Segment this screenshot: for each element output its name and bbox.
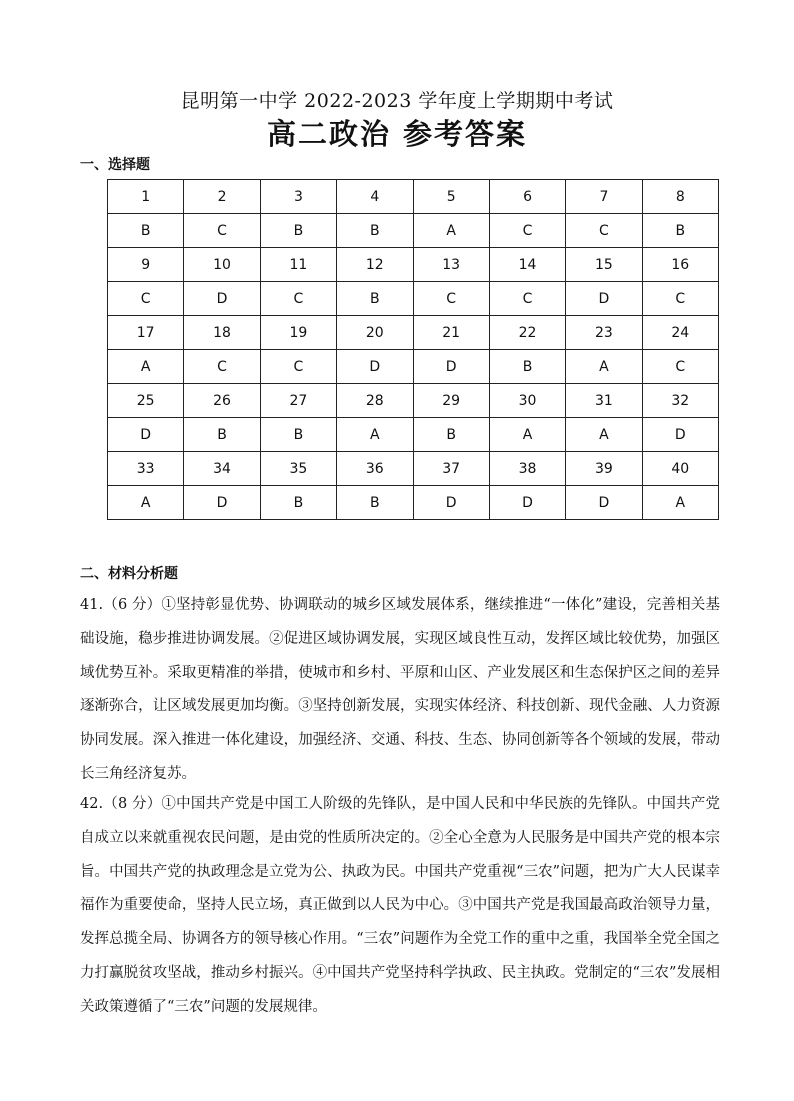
answer-cell: D xyxy=(184,282,260,316)
question-number-cell: 5 xyxy=(413,180,489,214)
question-number-cell: 33 xyxy=(108,452,184,486)
question-number-cell: 1 xyxy=(108,180,184,214)
question-number-cell: 15 xyxy=(566,248,642,282)
question-number-cell: 19 xyxy=(260,316,336,350)
answer-cell: B xyxy=(260,214,336,248)
answer-cell: C xyxy=(413,282,489,316)
question-number-cell: 30 xyxy=(489,384,565,418)
question-number-cell: 23 xyxy=(566,316,642,350)
answer-cell: B xyxy=(642,214,718,248)
answer-cell: C xyxy=(108,282,184,316)
question-number-cell: 35 xyxy=(260,452,336,486)
answer-cell: C xyxy=(566,214,642,248)
answer-cell: C xyxy=(184,350,260,384)
answer-cell: D xyxy=(108,418,184,452)
question-number-cell: 6 xyxy=(489,180,565,214)
answer-cell: B xyxy=(260,418,336,452)
answer-cell: C xyxy=(642,282,718,316)
question-number-cell: 18 xyxy=(184,316,260,350)
answer-row xyxy=(108,282,719,316)
question-number-cell: 26 xyxy=(184,384,260,418)
section-heading-choice: 一、选择题 xyxy=(80,157,150,173)
answer-cell: C xyxy=(489,282,565,316)
answer-cell: B xyxy=(337,486,413,520)
answer-row xyxy=(108,486,719,520)
question-number-cell: 31 xyxy=(566,384,642,418)
answer-cell: B xyxy=(184,418,260,452)
question-number-row xyxy=(108,248,719,282)
question-42-answer: 42.（8 分）①中国共产党是中国工人阶级的先锋队，是中国人民和中华民族的先锋队。中国共产党自成立以来就重视农民问题，是由党的性质所决定的。②全心全意为人民服务是中国共产党的根本宗旨。中国共产党的执政理念是立党为公、执政为民。中国共产党重视“三农”问题，把为广大人民谋幸福作为重要使命，坚持人民立场，真正做到以人民为中心。③中国共产党是我国最高政治领导力量，发挥总揽全局、协调各方的领导核心作用。“三农”问题作为全党工作的重中之重，我国举全党全国之力打赢脱贫攻坚战，推动乡村振兴。④中国共产党坚持科学执政、民主执政。党制定的“三农”发展相关政策遵循了“三农”问题的发展规律。 xyxy=(80,796,720,1015)
question-number-cell: 10 xyxy=(184,248,260,282)
question-number-cell: 7 xyxy=(566,180,642,214)
answer-cell: A xyxy=(489,418,565,452)
question-number-cell: 22 xyxy=(489,316,565,350)
question-number-row xyxy=(108,452,719,486)
question-number-row xyxy=(108,316,719,350)
question-number-cell: 12 xyxy=(337,248,413,282)
question-number-cell: 34 xyxy=(184,452,260,486)
question-number-cell: 27 xyxy=(260,384,336,418)
answer-cell: D xyxy=(566,486,642,520)
question-number-cell: 8 xyxy=(642,180,718,214)
question-number-cell: 20 xyxy=(337,316,413,350)
answer-cell: A xyxy=(108,486,184,520)
answer-table xyxy=(107,179,719,520)
question-number-cell: 29 xyxy=(413,384,489,418)
answer-cell: A xyxy=(337,418,413,452)
question-number-cell: 24 xyxy=(642,316,718,350)
section-heading-material: 二、材料分析题 xyxy=(80,566,178,582)
answer-row xyxy=(108,418,719,452)
answer-cell: B xyxy=(108,214,184,248)
answer-cell: A xyxy=(413,214,489,248)
answer-cell: B xyxy=(260,486,336,520)
answer-cell: C xyxy=(489,214,565,248)
question-number-cell: 25 xyxy=(108,384,184,418)
answer-cell: D xyxy=(566,282,642,316)
question-number-cell: 39 xyxy=(566,452,642,486)
question-number-cell: 17 xyxy=(108,316,184,350)
question-number-cell: 28 xyxy=(337,384,413,418)
question-number-cell: 16 xyxy=(642,248,718,282)
exam-title: 昆明第一中学 2022-2023 学年度上学期期中考试 xyxy=(180,90,614,112)
answer-key-subtitle: 高二政治 参考答案 xyxy=(266,117,528,151)
answer-cell: B xyxy=(337,282,413,316)
question-number-row xyxy=(108,180,719,214)
answer-cell: C xyxy=(184,214,260,248)
answer-cell: A xyxy=(566,418,642,452)
answer-cell: B xyxy=(337,214,413,248)
question-number-cell: 32 xyxy=(642,384,718,418)
question-number-cell: 9 xyxy=(108,248,184,282)
answer-cell: D xyxy=(337,350,413,384)
answer-cell: D xyxy=(413,350,489,384)
question-number-cell: 2 xyxy=(184,180,260,214)
answer-cell: A xyxy=(566,350,642,384)
answer-cell: D xyxy=(489,486,565,520)
answer-cell: C xyxy=(642,350,718,384)
question-number-row xyxy=(108,384,719,418)
answer-cell: C xyxy=(260,350,336,384)
question-number-cell: 38 xyxy=(489,452,565,486)
question-number-cell: 14 xyxy=(489,248,565,282)
answer-cell: D xyxy=(642,418,718,452)
question-number-cell: 13 xyxy=(413,248,489,282)
question-number-cell: 37 xyxy=(413,452,489,486)
question-number-cell: 36 xyxy=(337,452,413,486)
question-number-cell: 3 xyxy=(260,180,336,214)
question-number-cell: 40 xyxy=(642,452,718,486)
answer-cell: D xyxy=(184,486,260,520)
answer-row xyxy=(108,350,719,384)
answer-cell: A xyxy=(642,486,718,520)
question-number-cell: 4 xyxy=(337,180,413,214)
question-41-answer: 41.（6 分）①坚持彰显优势、协调联动的城乡区域发展体系，继续推进“一体化”建设，完善相关基础设施，稳步推进协调发展。②促进区域协调发展，实现区域良性互动，发挥区域比较优势，加强区域优势互补。采取更精准的举措，使城市和乡村、平原和山区、产业发展区和生态保护区之间的差异逐渐弥合，让区域发展更加均衡。③坚持创新发展，实现实体经济、科技创新、现代金融、人力资源协同发展。深入推进一体化建设，加强经济、交通、科技、生态、协同创新等各个领域的发展，带动长三角经济复苏。 xyxy=(80,597,720,782)
answer-cell: C xyxy=(260,282,336,316)
answer-cell: B xyxy=(413,418,489,452)
answer-cell: B xyxy=(489,350,565,384)
answer-cell: D xyxy=(413,486,489,520)
question-number-cell: 21 xyxy=(413,316,489,350)
answer-row xyxy=(108,214,719,248)
answer-cell: A xyxy=(108,350,184,384)
question-number-cell: 11 xyxy=(260,248,336,282)
